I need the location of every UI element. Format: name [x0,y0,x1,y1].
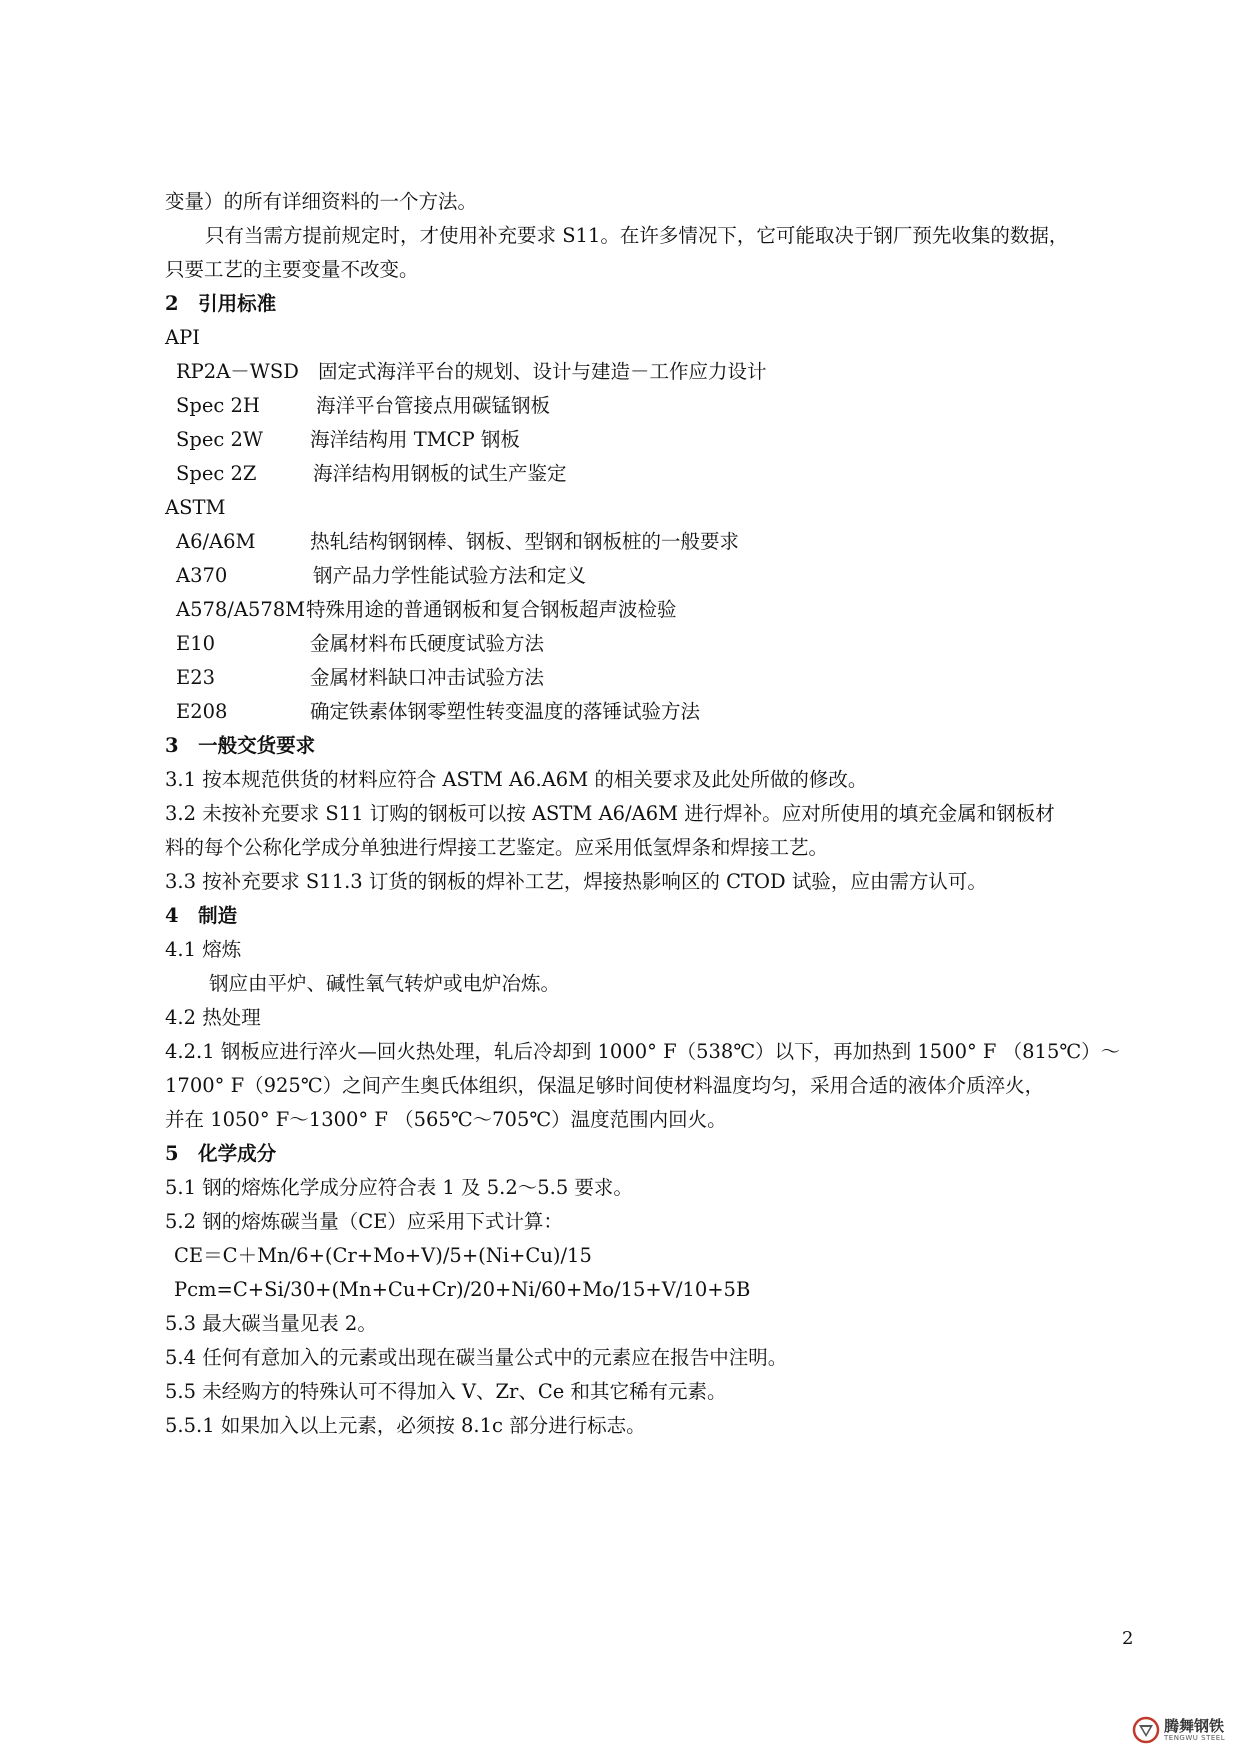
ref-code: Spec 2W [176,428,263,451]
page-number: 2 [1122,1628,1134,1649]
ref-code: E10 [176,632,216,655]
ref-code: A6/A6M [176,530,256,553]
ref-title: 热轧结构钢钢棒、钢板、型钢和钢板桩的一般要求 [310,530,740,553]
subsection-heading: 4.1 熔炼 [165,938,242,961]
paragraph-line: 5.4 任何有意加入的元素或出现在碳当量公式中的元素应在报告中注明。 [165,1346,788,1369]
ref-title: 钢产品力学性能试验方法和定义 [313,564,587,587]
ref-title: 金属材料布氏硬度试验方法 [310,632,545,655]
paragraph-line: 3.1 按本规范供货的材料应符合 ASTM A6.A6M 的相关要求及此处所做的修改。 [165,768,868,791]
subsection-heading: 4.2 热处理 [165,1006,261,1029]
ref-title: 特殊用途的普通钢板和复合钢板超声波检验 [306,598,677,621]
paragraph-line: 只要工艺的主要变量不改变。 [165,258,419,281]
paragraph-line: 5.3 最大碳当量见表 2。 [165,1312,377,1335]
paragraph-line: 5.5 未经购方的特殊认可不得加入 V、Zr、Ce 和其它稀有元素。 [165,1380,727,1403]
ref-title: 海洋结构用钢板的试生产鉴定 [313,462,567,485]
paragraph-line: 只有当需方提前规定时，才使用补充要求 S11。在许多情况下，它可能取决于钢厂预先收集的数据， [205,224,1069,247]
ref-code: Spec 2Z [176,462,257,485]
section-heading: 2 引用标准 [165,292,277,315]
ref-title: 固定式海洋平台的规划、设计与建造－工作应力设计 [318,360,767,383]
ref-title: 海洋平台管接点用碳锰钢板 [316,394,551,417]
paragraph-line: 变量）的所有详细资料的一个方法。 [165,190,478,213]
paragraph-line: 4.2.1 钢板应进行淬火—回火热处理，轧后冷却到 1000° F（538℃）以下，再加热到 1500° F （815℃）～ [165,1040,1121,1063]
ref-code: A370 [176,564,228,587]
logo-chinese-name: 腾舞钢铁 [1164,1716,1225,1735]
ref-code: Spec 2H [176,394,260,417]
ref-code: A578/A578M [176,598,306,621]
paragraph-line: 3.2 未按补充要求 S11 订购的钢板可以按 ASTM A6/A6M 进行焊补。应对所使用的填充金属和钢板材 [165,802,1055,825]
company-logo [1132,1716,1225,1744]
formula-ce: CE＝C＋Mn/6+(Cr+Mo+V)/5+(Ni+Cu)/15 [174,1244,592,1267]
logo-english-name: TENGWU STEEL [1164,1733,1226,1742]
ref-group-label: API [165,326,200,349]
formula-pcm: Pcm=C+Si/30+(Mn+Cu+Cr)/20+Ni/60+Mo/15+V/10+5B [174,1278,751,1301]
paragraph-line: 5.2 钢的熔炼碳当量（CE）应采用下式计算： [165,1210,563,1233]
section-heading: 4 制造 [165,904,238,927]
paragraph-line: 3.3 按补充要求 S11.3 订货的钢板的焊补工艺，焊接热影响区的 CTOD 试验，应由需方认可。 [165,870,987,893]
paragraph-line: 钢应由平炉、碱性氧气转炉或电炉冶炼。 [209,972,561,995]
paragraph-line: 1700° F（925℃）之间产生奥氏体组织，保温足够时间使材料温度均匀，采用合适的液体介质淬火， [165,1074,1045,1097]
ref-group-label: ASTM [165,496,226,519]
paragraph-line: 5.1 钢的熔炼化学成分应符合表 1 及 5.2～5.5 要求。 [165,1176,633,1199]
section-heading: 3 一般交货要求 [165,734,316,757]
ref-code: RP2A－WSD [176,360,299,383]
paragraph-line: 5.5.1 如果加入以上元素，必须按 8.1c 部分进行标志。 [165,1414,646,1437]
ref-code: E23 [176,666,216,689]
ref-title: 金属材料缺口冲击试验方法 [310,666,545,689]
ref-title: 确定铁素体钢零塑性转变温度的落锤试验方法 [310,700,701,723]
section-heading: 5 化学成分 [165,1142,277,1165]
paragraph-line: 并在 1050° F～1300° F （565℃～705℃）温度范围内回火。 [165,1108,727,1131]
ref-title: 海洋结构用 TMCP 钢板 [310,428,520,451]
logo-icon [1132,1716,1160,1744]
ref-code: E208 [176,700,228,723]
paragraph-line: 料的每个公称化学成分单独进行焊接工艺鉴定。应采用低氢焊条和焊接工艺。 [165,836,829,859]
